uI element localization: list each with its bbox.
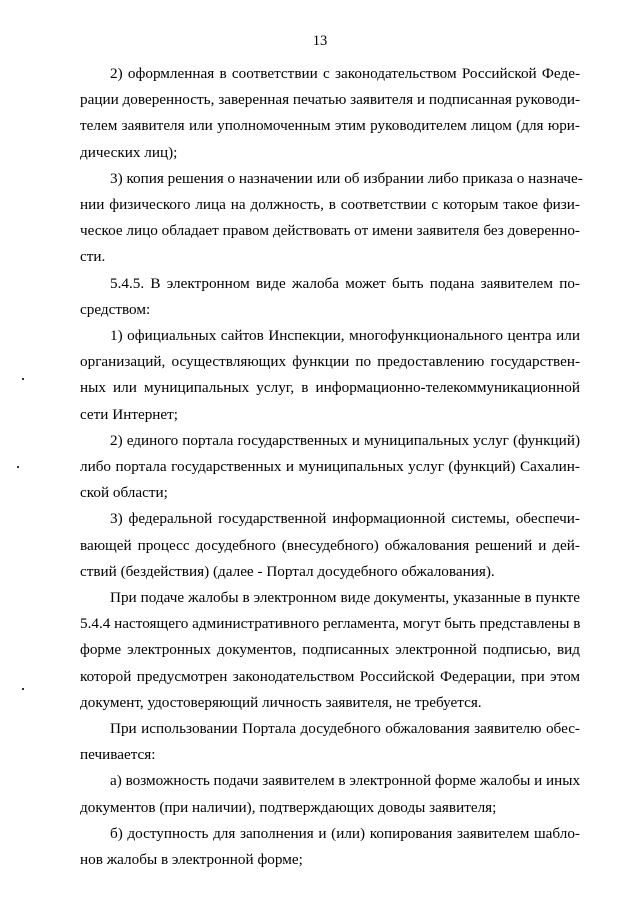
paragraph	[80, 271, 580, 323]
paragraph	[80, 506, 580, 585]
text-line: сети Интернет;	[80, 405, 179, 423]
text-line: дических лиц);	[80, 143, 178, 161]
text-line: средством:	[80, 300, 151, 318]
page-number: 13	[312, 33, 328, 49]
text-line: При использовании Портала досудебного обжалования заявителю обес-	[110, 720, 580, 738]
text-line: б) доступность для заполнения и (или) копирования заявителем шабло-	[110, 824, 580, 842]
paragraph	[80, 821, 580, 873]
paragraph	[80, 428, 580, 507]
document-body	[80, 61, 583, 873]
text-line: печивается:	[80, 746, 156, 764]
paragraph	[80, 585, 580, 716]
text-line: организаций, осуществляющих функции по предоставлению государствен-	[80, 353, 580, 371]
paragraph	[80, 166, 583, 271]
text-line: 3) копия решения о назначении или об избрании либо приказа о назначе-	[110, 169, 583, 187]
text-line: 5.4.5. В электронном виде жалоба может быть подана заявителем по-	[110, 274, 580, 292]
text-line: нов жалобы в электронной форме;	[80, 851, 303, 869]
text-line: телем заявителя или уполномоченным этим руководителем лицом (для юри-	[80, 117, 580, 135]
text-line: ных или муниципальных услуг, в информационно-телекоммуникационной	[80, 379, 580, 397]
text-line: а) возможность подачи заявителем в электронной форме жалобы и иных	[110, 772, 581, 790]
text-line: документ, удостоверяющий личность заявителя, не требуется.	[80, 693, 482, 711]
text-line: нии физического лица на должность, в соответствии с которым такое физи-	[80, 196, 580, 214]
text-line: вающей процесс досудебного (внесудебного) обжалования решений и дей-	[80, 536, 580, 554]
text-line: либо портала государственных и муниципальных услуг (функций) Сахалин-	[80, 458, 580, 476]
paragraph	[80, 61, 580, 166]
text-line: При подаче жалобы в электронном виде документы, указанные в пункте	[110, 589, 580, 607]
text-line: рации доверенность, заверенная печатью заявителя и подписанная руководи-	[80, 91, 580, 109]
text-line: ской области;	[80, 484, 168, 502]
paragraph	[80, 716, 580, 768]
text-line: форме электронных документов, подписанных электронной подписью, вид	[80, 641, 580, 659]
text-line: 5.4.4 настоящего административного регламента, могут быть представлены в	[80, 615, 581, 633]
text-line: 2) единого портала государственных и муниципальных услуг (функций)	[110, 431, 580, 449]
scan-mark	[17, 466, 19, 468]
scan-mark	[22, 378, 24, 380]
paragraph	[80, 768, 580, 820]
text-line: сти.	[80, 248, 106, 266]
text-line: документов (при наличии), подтверждающих доводы заявителя;	[80, 798, 497, 816]
paragraph	[80, 323, 580, 428]
scan-mark	[22, 688, 24, 690]
text-line: 3) федеральной государственной информационной системы, обеспечи-	[110, 510, 580, 528]
text-line: ствий (бездействия) (далее - Портал досудебного обжалования).	[80, 562, 495, 580]
text-line: ческое лицо обладает правом действовать от имени заявителя без доверенно-	[80, 222, 580, 240]
text-line: которой предусмотрен законодательством Российской Федерации, при этом	[80, 667, 580, 685]
text-line: 1) официальных сайтов Инспекции, многофункционального центра или	[110, 327, 580, 345]
text-line: 2) оформленная в соответствии с законодательством Российской Феде-	[110, 65, 580, 82]
